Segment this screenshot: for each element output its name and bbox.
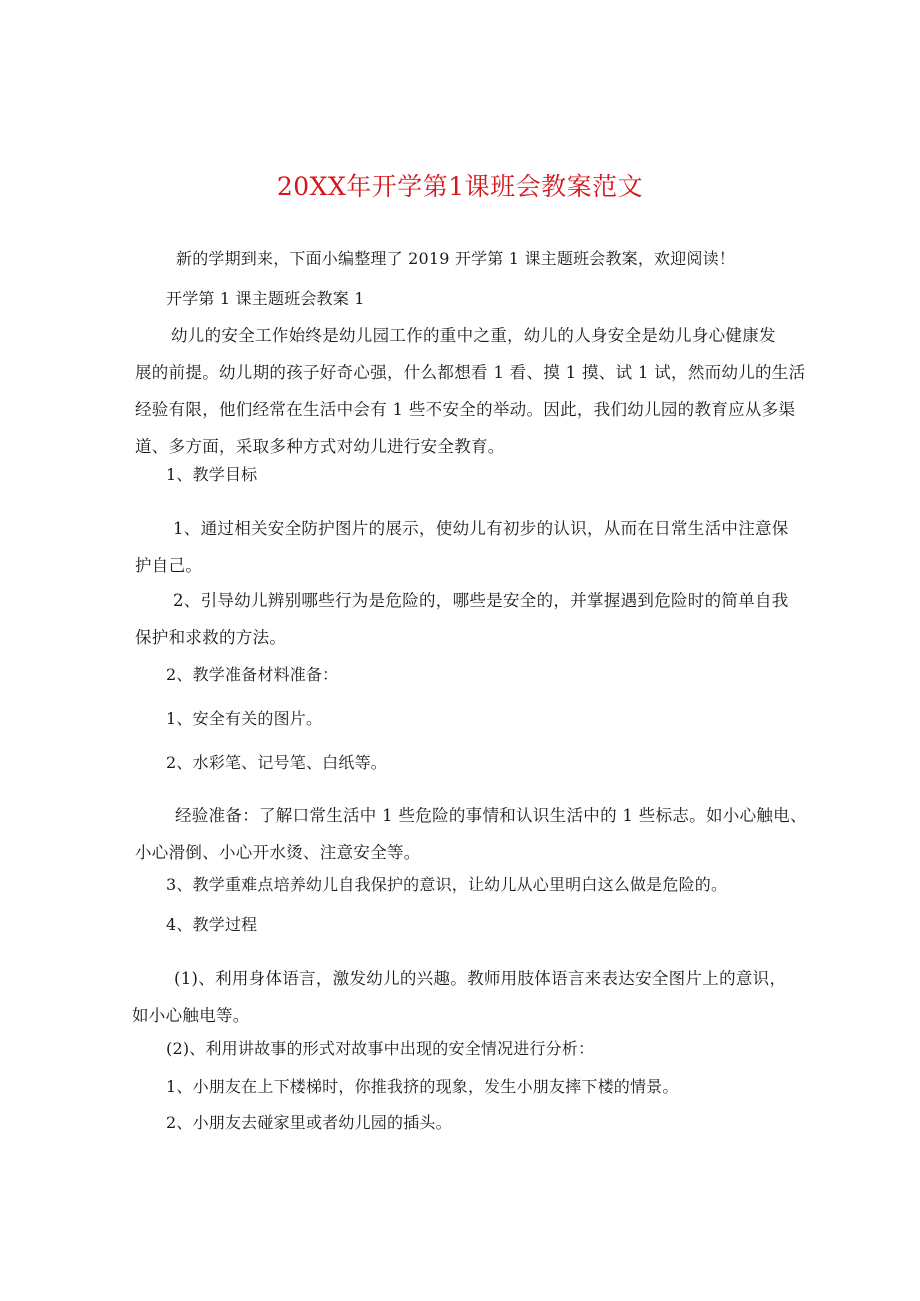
intro-body-paragraph bbox=[135, 317, 806, 465]
section-heading-preparation: 2、教学准备材料准备： bbox=[166, 665, 339, 684]
text-line: 道、多方面，采取多种方式对幼儿进行安全教育。 bbox=[135, 437, 505, 456]
section-heading-goals: 1、教学目标 bbox=[166, 465, 258, 484]
text-line: 展的前提。幼儿期的孩子好奇心强，什么都想看 1 看、摸 1 摸、试 1 试，然而幼儿的生活 bbox=[135, 363, 806, 382]
text-line: 小心滑倒、小心开水烫、注意安全等。 bbox=[135, 843, 421, 862]
process-step-2: (2)、利用讲故事的形式对故事中出现的安全情况进行分析： bbox=[166, 1039, 595, 1058]
goal-item-2 bbox=[135, 582, 789, 656]
preparation-item-1: 1、安全有关的图片。 bbox=[166, 709, 323, 728]
text-line: 幼儿的安全工作始终是幼儿园工作的重中之重，幼儿的人身安全是幼儿身心健康发 bbox=[171, 326, 776, 345]
goal-item-1 bbox=[135, 510, 789, 584]
section-heading-process: 4、教学过程 bbox=[166, 915, 258, 934]
text-line: 护自己。 bbox=[135, 556, 203, 575]
text-line: 经验准备：了解口常生活中 1 些危险的事情和认识生活中的 1 些标志。如小心触电、 bbox=[175, 806, 807, 825]
document-title: 20XX年开学第1课班会教案范文 bbox=[276, 172, 644, 201]
preparation-item-2: 2、水彩笔、记号笔、白纸等。 bbox=[166, 753, 387, 772]
text-line: 经验有限，他们经常在生活中会有 1 些不安全的举动。因此，我们幼儿园的教育应从多渠 bbox=[135, 400, 796, 419]
text-line: (1)、利用身体语言，激发幼儿的兴趣。教师用肢体语言来表达安全图片上的意识， bbox=[174, 969, 787, 988]
process-step-1 bbox=[132, 960, 787, 1034]
text-line: 1、通过相关安全防护图片的展示，使幼儿有初步的认识，从而在日常生活中注意保 bbox=[173, 519, 789, 538]
intro-paragraph: 新的学期到来，下面小编整理了 2019 开学第 1 课主题班会教案，欢迎阅读！ bbox=[176, 249, 736, 268]
text-line: 如小心触电等。 bbox=[132, 1006, 250, 1025]
story-item-1: 1、小朋友在上下楼梯时，你推我挤的现象，发生小朋友摔下楼的情景。 bbox=[166, 1077, 679, 1096]
text-line: 保护和求救的方法。 bbox=[135, 628, 287, 647]
lesson-subtitle: 开学第 1 课主题班会教案 1 bbox=[166, 289, 365, 308]
section-heading-key-points: 3、教学重难点培养幼儿自我保护的意识，让幼儿从心里明白这么做是危险的。 bbox=[166, 875, 728, 894]
text-line: 2、引导幼儿辨别哪些行为是危险的，哪些是安全的，并掌握遇到危险时的简单自我 bbox=[173, 591, 789, 610]
story-item-2: 2、小朋友去碰家里或者幼儿园的插头。 bbox=[166, 1113, 452, 1132]
experience-preparation bbox=[135, 797, 807, 871]
